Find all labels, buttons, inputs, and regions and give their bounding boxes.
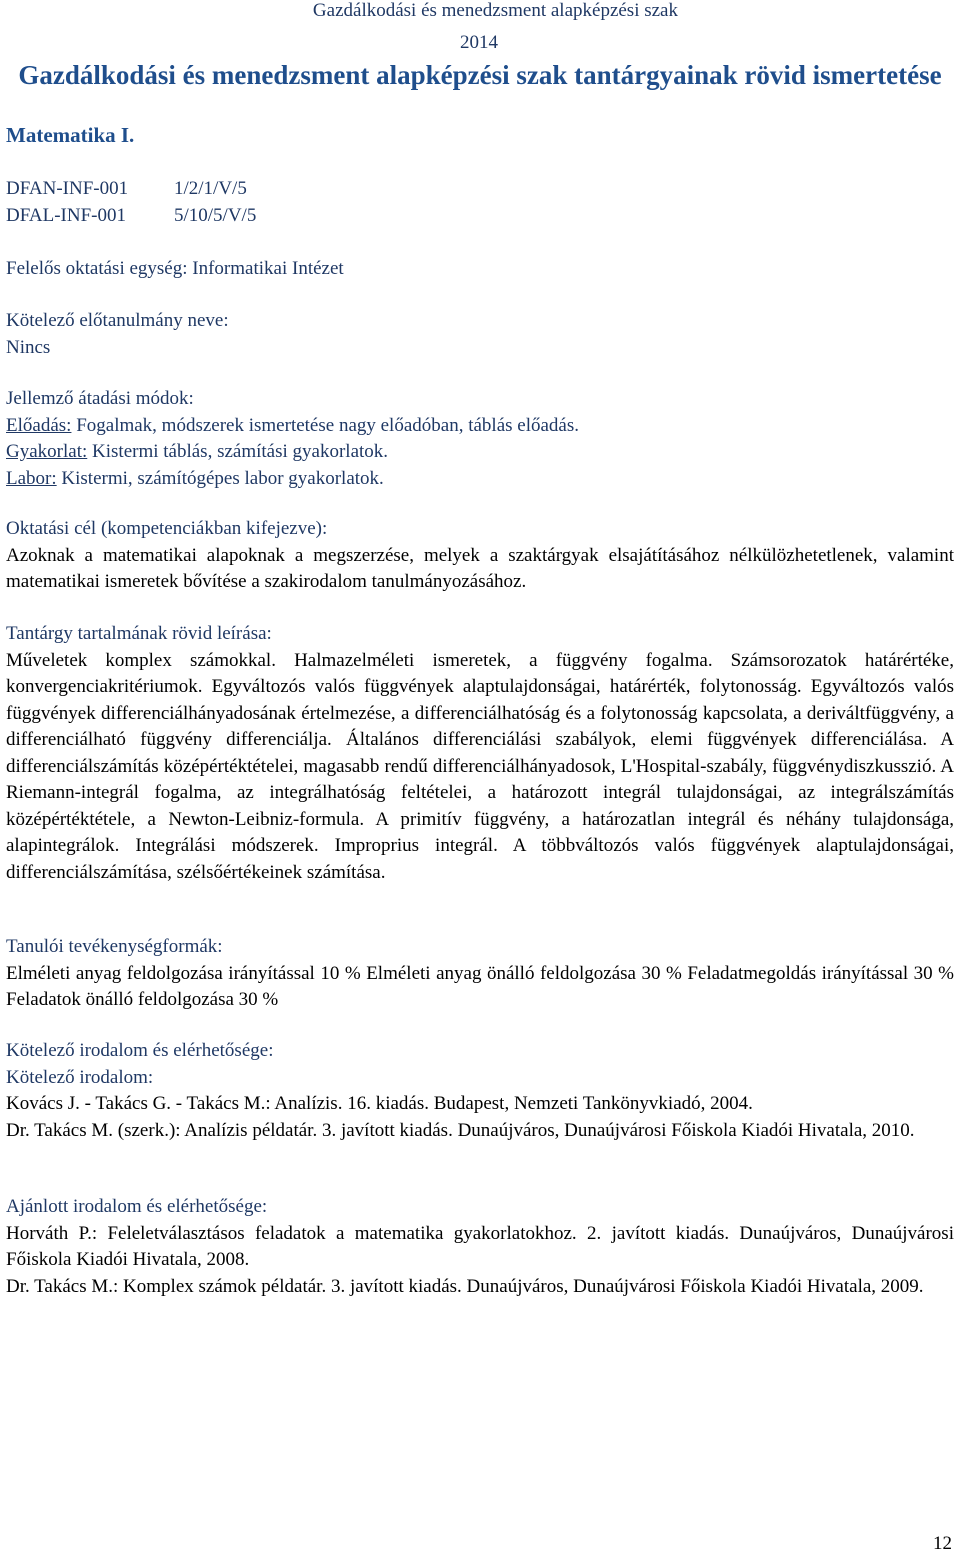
delivery-item-label: Előadás: [6,414,72,436]
document-title: Gazdálkodási és menedzsment alapképzési szak tantárgyainak rövid ismertetése [18,60,942,90]
goal-text: Azoknak a matematikai alapoknak a megszerzése, melyek a szaktárgyak elsajátításához nélkülözhetetlenek, valamint matematikai ismeretek bővítése a szakirodalom tanulmányozásához. [6,544,954,592]
delivery-section [6,386,954,492]
required-literature-heading: Kötelező irodalom és elérhetősége: [6,1040,274,1061]
required-literature-section [6,1038,954,1144]
course-code-value: 5/10/5/V/5 [174,205,257,226]
delivery-item-text: Kistermi, számítógépes labor gyakorlatok. [56,467,384,489]
course-name: Matematika I. [6,123,135,147]
delivery-item [6,439,954,466]
delivery-item-text: Fogalmak, módszerek ismertetése nagy előadóban, táblás előadás. [71,414,579,436]
course-code: DFAN-INF-001 [6,178,129,199]
content-text: Műveletek komplex számokkal. Halmazelméleti ismeretek, a függvény fogalma. Számsorozatok határértéke, konvergenciakritériumok. Egyváltozós valós függvények alaptulajdonságai, határérték, folytonosság. Egyváltozós valós függvények differenciálhányadosának értelmezése, a differenciálhatóság és a folytonosság kapcsolata, a deriváltfüggvény, a differenciálható függvény differenciálja. Általános differenciálási szabályok, elemi függvények differenciálása. A differenciálszámítás középértéktételei, magasabb rendű differenciálhányadosok, L'Hospital-szabály, függvénydiszkusszió. A Riemann-integrál fogalma, az integrálhatóság feltételei, a határozott integrál tulajdonságai, az integrálszámítás középértéktétele, a Newton-Leibniz-formula. A primitív függvény, a határozatlan integrál és néhány tulajdonsága, alapintegrálok. Integrálási módszerek. Improprius integrál. A többváltozós valós függvények alaptulajdonságai, differenciálszámítása, szélsőértékeinek számítása. [6,649,954,883]
recommended-literature-heading: Ajánlott irodalom és elérhetősége: [6,1196,268,1217]
activity-section [6,934,954,1014]
responsible-unit-value: Informatikai Intézet [192,258,344,279]
literature-item: Horváth P.: Feleletválasztásos feladatok a matematika gyakorlatokhoz. 2. javított kiadás. Dunaújváros, Dunaújvárosi Főiskola Kiadói Hivatala, 2008. [6,1222,954,1270]
course-code: DFAL-INF-001 [6,205,126,226]
content-heading: Tantárgy tartalmának rövid leírása: [6,623,272,644]
prerequisite-value: Nincs [6,336,51,358]
running-header-title: Gazdálkodási és menedzsment alapképzési szak [312,0,678,21]
responsible-unit-label: Felelős oktatási egység: [6,258,188,279]
course-code-line [6,178,247,200]
responsible-unit [6,256,954,283]
delivery-item [6,466,954,493]
page-number: 12 [933,1533,952,1554]
course-code-value: 1/2/1/V/5 [174,178,247,199]
recommended-literature-section [6,1194,954,1300]
literature-item: Kovács J. - Takács G. - Takács M.: Analízis. 16. kiadás. Budapest, Nemzeti Tankönyvkiadó, 2004. [6,1093,753,1114]
activity-heading: Tanulói tevékenységformák: [6,936,223,957]
required-literature-subheading: Kötelező irodalom: [6,1066,154,1088]
prerequisite-heading: Kötelező előtanulmány neve: [6,310,229,331]
literature-item: Dr. Takács M.: Komplex számok példatár. 3. javított kiadás. Dunaújváros, Dunaújvárosi Főiskola Kiadói Hivatala, 2009. [6,1275,924,1297]
goal-heading: Oktatási cél (kompetenciákban kifejezve): [6,518,328,539]
course-code-line [6,205,256,227]
content-section [6,621,954,886]
delivery-item-label: Gyakorlat: [6,441,88,462]
activity-text: Elméleti anyag feldolgozása irányítással 10 % Elméleti anyag önálló feldolgozása 30 % Feladatmegoldás irányítással 30 % Feladatok önálló feldolgozása 30 % [6,962,954,1010]
delivery-item-label: Labor: [6,467,57,489]
literature-item: Dr. Takács M. (szerk.): Analízis példatár. 3. javított kiadás. Dunaújváros, Dunaújvárosi Főiskola Kiadói Hivatala, 2010. [6,1119,915,1141]
goal-section [6,516,954,596]
delivery-item-text: Kistermi táblás, számítási gyakorlatok. [87,441,389,462]
delivery-item [6,413,954,440]
prerequisite-section [6,308,954,361]
delivery-heading: Jellemző átadási módok: [6,388,194,409]
running-header-year: 2014 [460,32,498,53]
